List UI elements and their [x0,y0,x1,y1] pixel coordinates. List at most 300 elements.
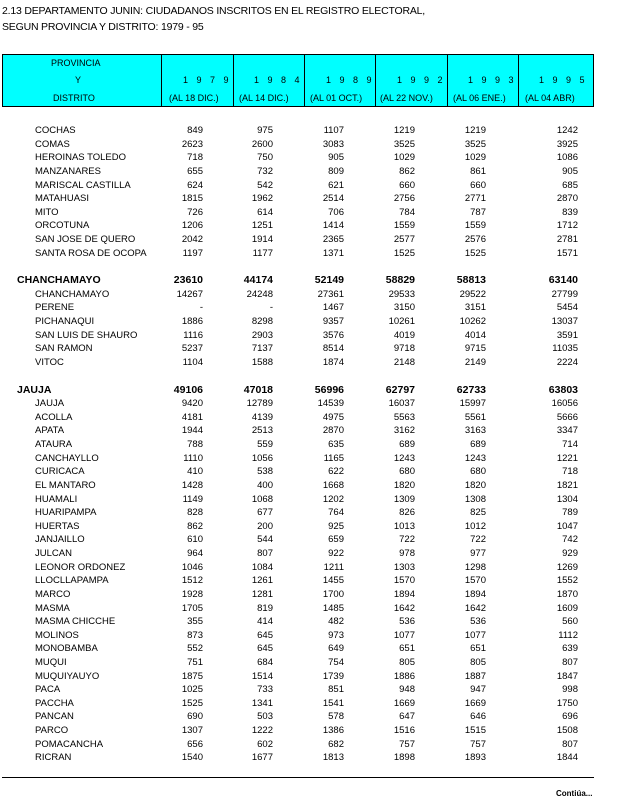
value-cell: 14539 [317,398,344,410]
value-cell: 23610 [173,274,203,287]
value-cell: 659 [328,534,344,546]
value-cell: 690 [187,711,203,723]
value-cell: 819 [257,602,273,614]
value-cell: 645 [257,629,273,641]
value-cell: 839 [562,206,578,218]
value-cell: 1559 [393,220,415,232]
value-cell: 809 [328,165,344,177]
value-cell: 10262 [459,316,486,328]
value-cell: 1886 [181,316,203,328]
value-cell: 16056 [551,398,578,410]
table-title-line-1: 2.13 DEPARTAMENTO JUNIN: CIUDADANOS INSCRITOS EN EL REGISTRO ELECTORAL, [2,5,426,17]
header-year-1979: 1 9 7 9 [183,75,232,85]
header-year-1984: 1 9 8 4 [254,75,303,85]
value-cell: 922 [328,548,344,559]
value-cell: 62797 [385,383,415,396]
value-cell: 1056 [251,452,273,464]
value-cell: 757 [399,738,415,750]
value-cell: 757 [470,738,486,750]
value-cell: 2577 [393,234,415,245]
value-cell: 1894 [464,588,486,600]
value-cell: 1514 [251,670,273,682]
value-cell: 754 [328,656,344,668]
value-cell: 1820 [464,479,486,491]
value-cell: 1149 [182,493,203,505]
value-cell: 3525 [464,138,486,150]
value-cell: 732 [257,165,273,177]
value-cell: 1642 [393,602,415,614]
value-cell: 807 [562,656,578,668]
header-date-1989: (AL 01 OCT.) [310,93,363,103]
value-cell: 714 [562,439,578,450]
value-cell: 2148 [393,356,415,368]
district-name: MANZANARES [35,165,101,177]
value-cell: 5563 [393,411,415,423]
district-name: MARCO [35,588,71,600]
value-cell: 1898 [393,752,415,764]
value-cell: 1928 [181,588,203,600]
header-date-1979: (AL 18 DIC.) [169,93,219,103]
district-name: JAUJA [35,398,65,410]
value-cell: 5666 [556,411,578,423]
value-cell: 1386 [322,725,344,736]
value-cell: 4014 [464,329,486,341]
value-cell: 1243 [464,452,486,464]
value-cell: 1025 [181,684,203,696]
value-cell: 750 [257,152,273,164]
value-cell: 787 [470,206,486,218]
header-date-1984: (AL 14 DIC.) [239,93,289,103]
value-cell: 1110 [183,452,203,464]
value-cell: 622 [328,466,344,478]
value-cell: 560 [562,616,578,628]
value-cell: 905 [562,165,578,177]
value-cell: 12789 [246,398,273,410]
value-cell: 62733 [456,383,486,396]
district-name: ORCOTUNA [35,220,90,232]
value-cell: 11035 [552,343,578,355]
value-cell: 9420 [181,398,203,410]
value-cell: 1677 [251,752,273,764]
value-cell: 1428 [181,479,203,491]
value-cell: 998 [562,684,578,696]
value-cell: 807 [562,738,578,750]
table-header [2,54,594,107]
value-cell: 1202 [322,493,344,505]
value-cell: 29522 [459,288,486,300]
table-bottom-rule [2,777,594,778]
value-cell: 1116 [183,329,203,341]
header-year-1995: 1 9 9 5 [539,75,588,85]
district-name: HUAMALI [35,493,78,505]
value-cell: 635 [328,439,344,450]
header-year-1992: 1 9 9 2 [397,75,446,85]
value-cell: 2365 [322,234,344,245]
table-title-line-2: SEGUN PROVINCIA Y DISTRITO: 1979 - 95 [2,21,204,33]
value-cell: 1512 [181,575,203,587]
district-name: PICHANAQUI [35,316,95,328]
value-cell: 905 [328,152,344,164]
value-cell: 1371 [322,247,344,259]
value-cell: 63803 [548,383,578,396]
value-cell: 978 [399,548,415,559]
value-cell: 1914 [251,234,273,245]
value-cell: 1177 [252,247,273,259]
district-name: LEONOR ORDONEZ [35,561,126,573]
value-cell: 1815 [181,193,203,205]
value-cell: 29533 [388,288,415,300]
value-cell: 9718 [393,343,415,355]
value-cell: 1077 [393,629,415,641]
value-cell: 751 [187,656,203,668]
value-cell: 696 [562,711,578,723]
value-cell: 925 [328,520,344,532]
district-name: PANCAN [35,711,74,723]
value-cell: 722 [470,534,486,546]
value-cell: 1112 [558,629,578,641]
value-cell: 578 [328,711,344,723]
value-cell: 1219 [393,125,415,136]
value-cell: 1813 [322,752,344,764]
value-cell: 649 [328,643,344,655]
value-cell: 680 [470,466,486,478]
value-cell: 1242 [556,125,578,136]
value-cell: 1508 [556,725,578,736]
value-cell: 973 [328,629,344,641]
value-cell: 639 [562,643,578,655]
value-cell: 27361 [317,288,344,300]
district-name: CANCHAYLLO [35,452,99,464]
value-cell: 805 [399,656,415,668]
value-cell: 1571 [556,247,578,259]
value-cell: 1309 [393,493,415,505]
value-cell: 1307 [181,725,203,736]
value-cell: 2870 [556,193,578,205]
value-cell: 851 [328,684,344,696]
district-name: MASMA [35,602,70,614]
value-cell: 689 [470,439,486,450]
continues-note: Contiúa... [556,789,593,798]
value-cell: 1047 [556,520,578,532]
value-cell: 1281 [251,588,273,600]
value-cell: 964 [187,548,203,559]
value-cell: 4139 [251,411,273,423]
value-cell: 722 [399,534,415,546]
value-cell: 2042 [181,234,203,245]
value-cell: 552 [187,643,203,655]
header-distrito: DISTRITO [53,93,95,103]
district-name: SAN RAMON [35,343,93,355]
value-cell: 9715 [464,343,486,355]
district-name: COMAS [35,138,70,150]
value-cell: 1029 [464,152,486,164]
value-cell: 5561 [464,411,486,423]
value-cell: 1700 [322,588,344,600]
value-cell: 400 [257,479,273,491]
value-cell: 807 [257,548,273,559]
value-cell: 825 [470,507,486,519]
value-cell: 826 [399,507,415,519]
value-cell: 355 [187,616,203,628]
value-cell: 3591 [556,329,578,341]
value-cell: 1870 [556,588,578,600]
value-cell: 742 [562,534,578,546]
value-cell: 1165 [323,452,344,464]
value-cell: 1046 [181,561,203,573]
value-cell: 1029 [393,152,415,164]
value-cell: 1341 [251,697,273,709]
value-cell: 947 [470,684,486,696]
value-cell: 1570 [393,575,415,587]
district-name: RICRAN [35,752,72,764]
value-cell: 544 [257,534,273,546]
value-cell: 1525 [464,247,486,259]
district-name: JANJAILLO [35,534,85,546]
value-cell: 685 [562,179,578,191]
value-cell: 651 [470,643,486,655]
value-cell: 44174 [243,274,273,287]
value-cell: 56996 [314,383,344,396]
value-cell: 1874 [322,356,344,368]
value-cell: 1084 [251,561,273,573]
value-cell: 718 [187,152,203,164]
value-cell: 1077 [464,629,486,641]
value-cell: 24248 [246,288,273,300]
value-cell: 2514 [322,193,344,205]
value-cell: 764 [328,507,344,519]
value-cell: 3151 [464,302,486,314]
value-cell: 1197 [182,247,203,259]
value-cell: 706 [328,206,344,218]
value-cell: 1552 [556,575,578,587]
value-cell: 861 [470,165,486,177]
value-cell: 1820 [393,479,415,491]
district-name: CURICACA [35,466,85,478]
district-name: SAN JOSE DE QUERO [35,234,136,245]
value-cell: 9357 [322,316,344,328]
value-cell: 1298 [464,561,486,573]
value-cell: 13037 [551,316,578,328]
district-name: MUQUIYAUYO [35,670,100,682]
value-cell: 805 [470,656,486,668]
header-year-1989: 1 9 8 9 [326,75,375,85]
value-cell: 16037 [388,398,415,410]
district-name: ACOLLA [35,411,73,423]
value-cell: 1669 [393,697,415,709]
value-cell: 1467 [322,302,344,314]
value-cell: 2771 [464,193,486,205]
value-cell: 1211 [323,561,344,573]
province-name: JAUJA [17,383,52,396]
district-name: SANTA ROSA DE OCOPA [35,247,147,259]
value-cell: 58813 [456,274,486,287]
district-name: MOLINOS [35,629,79,641]
value-cell: 536 [399,616,415,628]
value-cell: 1219 [464,125,486,136]
value-cell: 1269 [556,561,578,573]
value-cell: 47018 [243,383,273,396]
value-cell: 660 [470,179,486,191]
value-cell: 828 [187,507,203,519]
value-cell: 2623 [181,138,203,150]
value-cell: 1104 [182,356,203,368]
header-date-1992: (AL 22 NOV.) [380,93,433,103]
district-name: ATAURA [35,439,73,450]
value-cell: 614 [257,206,273,218]
value-cell: 1540 [181,752,203,764]
value-cell: 718 [562,466,578,478]
district-name: CHANCHAMAYO [35,288,110,300]
district-name: MONOBAMBA [35,643,98,655]
value-cell: 2870 [322,425,344,437]
value-cell: 645 [257,643,273,655]
value-cell: 656 [187,738,203,750]
value-cell: 2600 [251,138,273,150]
value-cell: 975 [257,125,273,136]
value-cell: 559 [257,439,273,450]
value-cell: 4019 [393,329,415,341]
value-cell: 1705 [181,602,203,614]
value-cell: 646 [470,711,486,723]
value-cell: 1516 [393,725,415,736]
district-name: PACCHA [35,697,74,709]
value-cell: 4181 [181,411,203,423]
value-cell: - [269,302,273,314]
header-date-1993: (AL 06 ENE.) [453,93,506,103]
value-cell: 1739 [322,670,344,682]
value-cell: 689 [399,439,415,450]
value-cell: 4975 [322,411,344,423]
district-name: COCHAS [35,125,76,136]
value-cell: 3925 [556,138,578,150]
value-cell: 1221 [556,452,578,464]
district-name: HUARIPAMPA [35,507,97,519]
value-cell: 1485 [322,602,344,614]
value-cell: 3347 [556,425,578,437]
value-cell: 1525 [393,247,415,259]
value-cell: 542 [257,179,273,191]
value-cell: 789 [562,507,578,519]
value-cell: 5237 [181,343,203,355]
value-cell: 8514 [322,343,344,355]
district-name: PARCO [35,725,69,736]
value-cell: 1304 [556,493,578,505]
value-cell: 2756 [393,193,415,205]
value-cell: 862 [399,165,415,177]
value-cell: 624 [187,179,203,191]
header-y: Y [75,75,82,85]
value-cell: 660 [399,179,415,191]
value-cell: 482 [328,616,344,628]
value-cell: 1525 [181,697,203,709]
value-cell: 929 [562,548,578,559]
value-cell: 1243 [393,452,415,464]
value-cell: 849 [187,125,203,136]
value-cell: 5454 [556,302,578,314]
value-cell: 1844 [556,752,578,764]
value-cell: 52149 [314,274,344,287]
value-cell: 1455 [322,575,344,587]
value-cell: 1261 [251,575,273,587]
value-cell: 682 [328,738,344,750]
value-cell: 1821 [556,479,578,491]
value-cell: 2576 [464,234,486,245]
value-cell: 1206 [181,220,203,232]
value-cell: 503 [257,711,273,723]
value-cell: 788 [187,439,203,450]
district-name: VITOC [35,356,64,368]
value-cell: 684 [257,656,273,668]
district-name: JULCAN [35,548,72,559]
district-name: EL MANTARO [35,479,96,491]
value-cell: 1750 [556,697,578,709]
header-date-1995: (AL 04 ABR) [525,93,575,103]
value-cell: 49106 [173,383,203,396]
value-cell: 538 [257,466,273,478]
value-cell: 414 [257,616,273,628]
value-cell: 873 [187,629,203,641]
district-name: APATA [35,425,65,437]
district-name: HEROINAS TOLEDO [35,152,126,164]
value-cell: 3576 [322,329,344,341]
value-cell: 1559 [464,220,486,232]
value-cell: 655 [187,165,203,177]
value-cell: 610 [187,534,203,546]
value-cell: 1893 [464,752,486,764]
district-name: LLOCLLAPAMPA [35,575,109,587]
value-cell: 1570 [464,575,486,587]
value-cell: 7137 [251,343,273,355]
value-cell: 2513 [251,425,273,437]
value-cell: 63140 [548,274,578,287]
value-cell: 8298 [251,316,273,328]
value-cell: 58829 [385,274,415,287]
value-cell: 536 [470,616,486,628]
value-cell: 1107 [323,125,344,136]
value-cell: 1414 [322,220,344,232]
value-cell: 784 [399,206,415,218]
value-cell: 3525 [393,138,415,150]
district-name: POMACANCHA [35,738,104,750]
value-cell: 726 [187,206,203,218]
value-cell: 1886 [393,670,415,682]
value-cell: 1012 [464,520,486,532]
value-cell: 15997 [459,398,486,410]
value-cell: 647 [399,711,415,723]
value-cell: 1847 [556,670,578,682]
value-cell: 10261 [388,316,415,328]
district-name: PACA [35,684,61,696]
district-name: MITO [35,206,59,218]
value-cell: 200 [257,520,273,532]
district-name: SAN LUIS DE SHAURO [35,329,138,341]
value-cell: 1944 [181,425,203,437]
value-cell: 948 [399,684,415,696]
value-cell: 1887 [464,670,486,682]
value-cell: 1668 [322,479,344,491]
value-cell: 621 [328,179,344,191]
value-cell: 3162 [393,425,415,437]
value-cell: 3083 [322,138,344,150]
value-cell: 862 [187,520,203,532]
value-cell: 1962 [251,193,273,205]
value-cell: 410 [187,466,203,478]
value-cell: 1875 [181,670,203,682]
district-name: PERENE [35,302,75,314]
value-cell: 1308 [464,493,486,505]
value-cell: 1086 [556,152,578,164]
value-cell: 3163 [464,425,486,437]
